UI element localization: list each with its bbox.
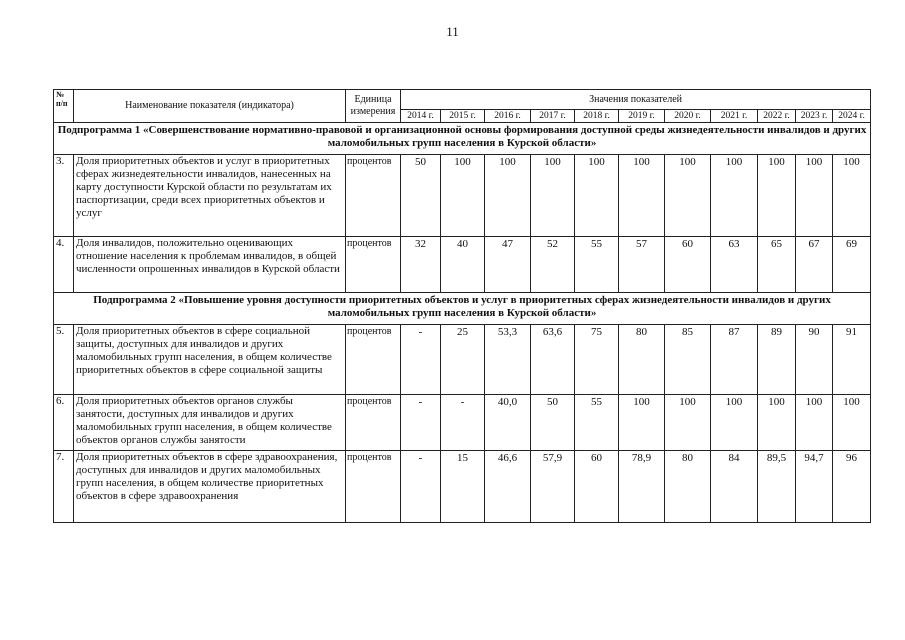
row-num: 6. [54,395,74,451]
unit-cell: процентов [346,395,401,451]
year-header: 2023 г. [796,110,833,123]
year-header: 2019 г. [619,110,665,123]
value-cell: 89 [758,325,796,395]
subprogram-2-title: Подпрограмма 2 «Повышение уровня доступности приоритетных объектов и услуг в приоритетных сферах жизнедеятельности инвалидов и других маломобильных групп населения в Курской области» [54,293,871,325]
value-cell: 100 [575,155,619,237]
value-cell: 47 [485,237,531,293]
value-cell: 80 [665,451,711,523]
value-cell: 57 [619,237,665,293]
value-cell: 67 [796,237,833,293]
value-cell: 100 [796,395,833,451]
value-cell: 100 [711,395,758,451]
value-cell: 32 [401,237,441,293]
value-cell: 85 [665,325,711,395]
table-row [54,237,871,293]
value-cell: 100 [711,155,758,237]
value-cell: 96 [833,451,871,523]
value-cell: 69 [833,237,871,293]
value-cell: 50 [531,395,575,451]
header-name: Наименование показателя (индикатора) [74,90,346,123]
value-cell: 55 [575,237,619,293]
year-header: 2024 г. [833,110,871,123]
value-cell: 100 [485,155,531,237]
value-cell: 60 [575,451,619,523]
value-cell: 100 [441,155,485,237]
value-cell: 52 [531,237,575,293]
value-cell: - [401,451,441,523]
value-cell: - [401,395,441,451]
indicator-name: Доля приоритетных объектов в сфере социальной защиты, доступных для инвалидов и других маломобильных групп населения, в общем количестве приоритетных объектов в сфере социальной защиты [74,325,346,395]
header-unit: Единица измерения [346,90,401,123]
value-cell: 100 [796,155,833,237]
value-cell: 100 [665,155,711,237]
year-header: 2020 г. [665,110,711,123]
value-cell: 25 [441,325,485,395]
table-row [54,451,871,523]
value-cell: 15 [441,451,485,523]
unit-cell: процентов [346,155,401,237]
indicator-name: Доля приоритетных объектов в сфере здравоохранения, доступных для инвалидов и других маломобильных групп населения, в общем количестве приоритетных объектов в сфере здравоохранения [74,451,346,523]
year-header: 2022 г. [758,110,796,123]
value-cell: 46,6 [485,451,531,523]
value-cell: 40,0 [485,395,531,451]
indicator-name: Доля инвалидов, положительно оценивающих отношение населения к проблемам инвалидов, в общей численности опрошенных инвалидов в Курской области [74,237,346,293]
year-header: 2016 г. [485,110,531,123]
value-cell: 100 [619,395,665,451]
value-cell: 94,7 [796,451,833,523]
table-row [54,155,871,237]
page-number: 11 [446,24,459,39]
value-cell: 65 [758,237,796,293]
value-cell: 60 [665,237,711,293]
unit-cell: процентов [346,237,401,293]
value-cell: 57,9 [531,451,575,523]
value-cell: 100 [833,395,871,451]
header-values: Значения показателей [401,90,871,110]
subprogram-1-title: Подпрограмма 1 «Совершенствование нормативно-правовой и организационной основы формирования доступной среды жизнедеятельности инвалидов и других маломобильных групп населения в Курской области» [54,123,871,155]
value-cell: 89,5 [758,451,796,523]
value-cell: 100 [758,155,796,237]
value-cell: 100 [833,155,871,237]
value-cell: 87 [711,325,758,395]
row-num: 4. [54,237,74,293]
year-header: 2014 г. [401,110,441,123]
value-cell: 78,9 [619,451,665,523]
value-cell: 55 [575,395,619,451]
year-header: 2018 г. [575,110,619,123]
value-cell: 100 [531,155,575,237]
value-cell: 63 [711,237,758,293]
value-cell: 84 [711,451,758,523]
table-row [54,395,871,451]
value-cell: 53,3 [485,325,531,395]
value-cell: - [441,395,485,451]
table-row [54,325,871,395]
year-header: 2015 г. [441,110,485,123]
value-cell: 100 [758,395,796,451]
year-header: 2017 г. [531,110,575,123]
value-cell: 40 [441,237,485,293]
value-cell: - [401,325,441,395]
row-num: 7. [54,451,74,523]
row-num: 5. [54,325,74,395]
value-cell: 75 [575,325,619,395]
value-cell: 80 [619,325,665,395]
value-cell: 100 [619,155,665,237]
indicator-name: Доля приоритетных объектов и услуг в приоритетных сферах жизнедеятельности инвалидов, нанесенных на карту доступности Курской области по результатам их паспортизации, среди всех приоритетных объектов и услуг [74,155,346,237]
value-cell: 91 [833,325,871,395]
value-cell: 90 [796,325,833,395]
value-cell: 63,6 [531,325,575,395]
header-num: № п/п [54,90,74,123]
indicator-name: Доля приоритетных объектов органов службы занятости, доступных для инвалидов и других маломобильных групп населения, в общем количестве объектов органов службы занятости [74,395,346,451]
value-cell: 100 [665,395,711,451]
value-cell: 50 [401,155,441,237]
indicators-table [53,89,871,523]
unit-cell: процентов [346,325,401,395]
unit-cell: процентов [346,451,401,523]
year-header: 2021 г. [711,110,758,123]
row-num: 3. [54,155,74,237]
